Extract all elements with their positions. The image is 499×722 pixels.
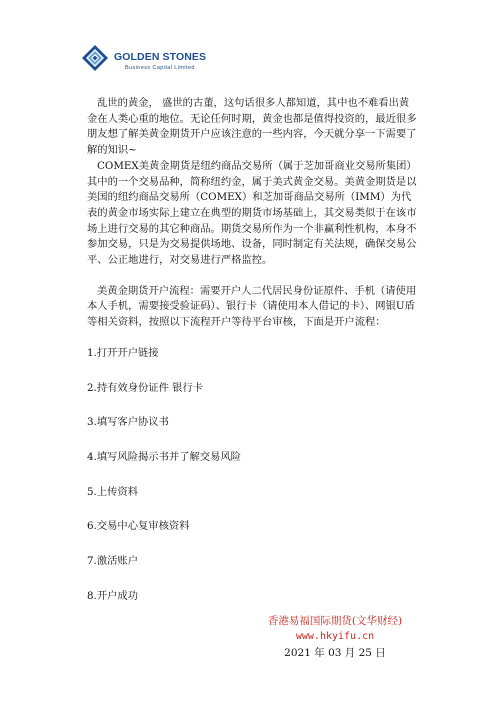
golden-stones-logo-icon <box>80 44 110 74</box>
article-body <box>87 96 417 604</box>
intro-paragraph: 乱世的黄金， 盛世的古董，这句话很多人都知道，其中也不难看出黄金在人类心重的地位。无论任何时期，黄金也都是值得投资的，最近很多朋友想了解美黄金期货开户应该注意的一些内容，今天就分享一下需要了解的知识~ <box>87 97 417 157</box>
steps-list <box>87 346 417 605</box>
footer-date: 2021 年 03 月 25 日 <box>284 647 386 659</box>
process-paragraph: 美黄金期货开户流程：需要开户人二代居民身份证原件、手机（请使用本人手机，需要接受验证码）、银行卡（请使用本人借记的卡）、网银U盾等相关资料，按照以下流程开户等待平台审核，下面是开户流程： <box>87 284 417 329</box>
step-item: 3.填写客户协议书 <box>87 416 169 429</box>
logo-title: GOLDEN STONES <box>114 51 207 63</box>
step-item: 7.激活账户 <box>87 555 139 568</box>
step-item: 2.持有效身份证件 银行卡 <box>87 381 204 394</box>
logo-subtitle: Business Capital Limited <box>125 65 195 71</box>
company-logo <box>80 44 240 80</box>
step-item: 6.交易中心复审核资料 <box>87 520 190 533</box>
step-item: 4.填写风险揭示书并了解交易风险 <box>87 450 241 463</box>
step-item: 1.打开开户链接 <box>87 346 159 359</box>
footer-organization: 香港易福国际期货(文华财经) <box>267 615 403 627</box>
footer-website: www.hkyifu.cn <box>295 631 375 642</box>
step-item: 5.上传资料 <box>87 485 139 498</box>
comex-paragraph: COMEX美黄金期货是纽约商品交易所（属于芝加哥商业交易所集团）其中的一个交易品种，简称纽约金，属于美式黄金交易。美黄金期货是以美国的纽约商品交易所（COMEX）和芝加哥商品交易所（IMM）为代表的黄金市场实际上建立在典型的期货市场基础上，其交易类似于在该市场上进行交易的其它种商品。期货交易所作为一个非赢利性机构，本身不参加交易，只是为交易提供场地、设备，同时制定有关法规，确保交易公平、公正地进行，对交易进行严格监控。 <box>87 159 417 267</box>
footer-signature <box>250 613 420 661</box>
step-item: 8.开户成功 <box>87 589 139 602</box>
